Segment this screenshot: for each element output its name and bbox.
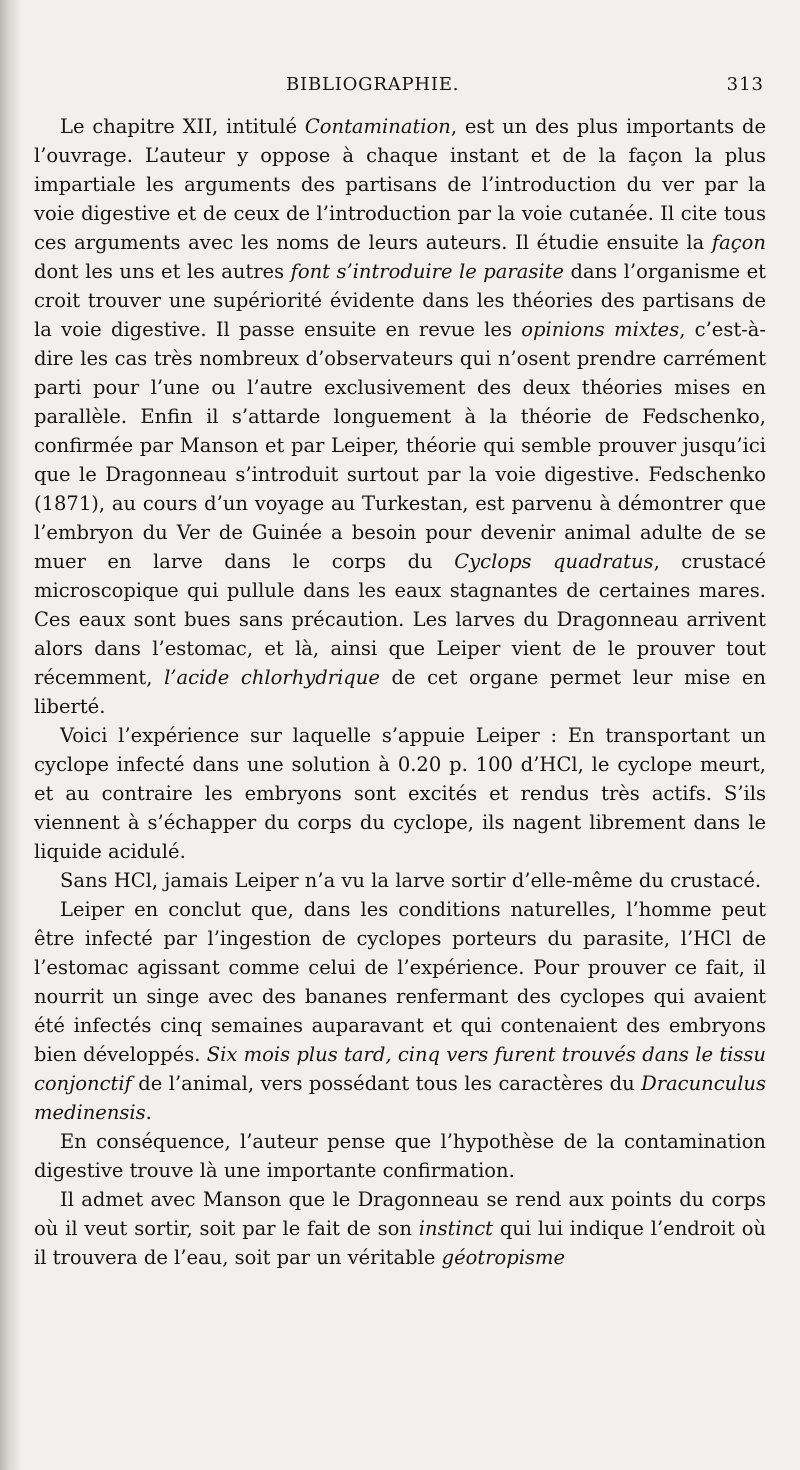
text-run: qui lui indique l’endroit où il trouvera de l’eau, soit par un véritable: [34, 1217, 766, 1269]
text-run: , c’est-à-dire les cas très nombreux d’observateurs qui n’osent prendre carrément parti pour l’une ou l’autre exclusivement des deux théories mises en parallèle. Enfin il s’attarde longuement à la théorie de Fedschenko, confirmée par Manson et par Leiper, théorie qui semble prouver jusqu’ici que le Dragonneau s’introduit surtout par la voie digestive. Fedschenko (1871), au cours d’un voyage au Turkestan, est parvenu à démontrer que l’embryon du Ver de Guinée a besoin pour devenir animal adulte de se muer en larve dans le corps du: [34, 318, 766, 573]
text-run: dont les uns et les autres: [34, 260, 291, 283]
text-run: , crustacé microscopique qui pullule dans les eaux stagnantes de certaines mares. Ces eaux sont bues sans précaution. Les larves du Dragonneau arrivent alors dans l’estomac, et là, ainsi que Leiper vient de le prouver tout récemment,: [34, 550, 766, 689]
italic-phrase: Dracunculus medinensis: [34, 1072, 766, 1124]
text-run: Sans HCl, jamais Leiper n’a vu la larve sortir d’elle-même du crustacé.: [60, 869, 762, 892]
italic-phrase: Contamination: [304, 115, 451, 138]
text-run: .: [145, 1101, 152, 1124]
italic-phrase: géotropisme: [441, 1246, 566, 1269]
book-page: [34, 74, 766, 1454]
italic-phrase: instinct: [418, 1217, 493, 1240]
italic-phrase: Six mois plus tard, cinq vers furent trouvés dans le tissu conjonctif: [34, 1043, 766, 1095]
paragraph-1: [34, 112, 766, 721]
italic-phrase: l’acide chlorhydrique: [164, 666, 380, 689]
paragraph-5: [34, 1127, 766, 1185]
text-run: Il admet avec Manson que le Dragonneau se rend aux points du corps où il veut sortir, soit par le fait de son: [34, 1188, 766, 1240]
text-run: de cet organe permet leur mise en liberté.: [34, 666, 766, 718]
text-run: , intitulé: [211, 115, 305, 138]
italic-phrase: Cyclops quadratus: [454, 550, 654, 573]
italic-phrase: opinions mixtes: [521, 318, 680, 341]
text-run: Voici l’expérience sur laquelle s’appuie Leiper : En transportant un cyclope infecté dans une solution à 0.20 p. 100 d’HCl, le cyclope meurt, et au contraire les embryons sont excités et rendus très actifs. S’ils viennent à s’échapper du corps du cyclope, ils nagent librement dans le liquide acidulé.: [34, 724, 766, 863]
running-header: [34, 74, 766, 102]
text-run: Leiper en conclut que, dans les conditions naturelles, l’homme peut être infecté par l’ingestion de cyclopes porteurs du parasite, l’HCl de l’estomac agissant comme celui de l’expérience. Pour prouver ce fait, il nourrit un singe avec des bananes renfermant des cyclopes qui avaient été infectés cinq semaines auparavant et qui contenaient des embryons bien développés.: [34, 898, 766, 1066]
text-run: , est un des plus importants de l’ouvrage. L’auteur y oppose à chaque instant et de la façon la plus impartiale les arguments des partisans de l’introduction du ver par la voie digestive et de ceux de l’introduction par la voie cutanée. Il cite tous ces arguments avec les noms de leurs auteurs. Il étudie ensuite la: [34, 115, 766, 254]
italic-phrase: façon: [711, 231, 766, 254]
body-text: [34, 112, 766, 1272]
paragraph-4: [34, 895, 766, 1127]
page-edge-shadow: [0, 0, 22, 1470]
paragraph-3: [34, 866, 766, 895]
text-run: de l’animal, vers possédant tous les caractères du: [131, 1072, 642, 1095]
italic-phrase: font s’introduire le parasite: [290, 260, 564, 283]
text-run: Le chapitre: [60, 115, 183, 138]
chapter-numeral: XII: [182, 115, 212, 138]
text-run: dans l’organisme et croit trouver une supériorité évidente dans les théories des partisans de la voie digestive. Il passe ensuite en revue les: [34, 260, 766, 341]
running-title: BIBLIOGRAPHIE.: [286, 74, 460, 95]
text-run: En conséquence, l’auteur pense que l’hypothèse de la contamination digestive trouve là une importante confirmation.: [34, 1130, 766, 1182]
page-number: 313: [726, 74, 764, 95]
paragraph-6: [34, 1185, 766, 1272]
paragraph-2: [34, 721, 766, 866]
